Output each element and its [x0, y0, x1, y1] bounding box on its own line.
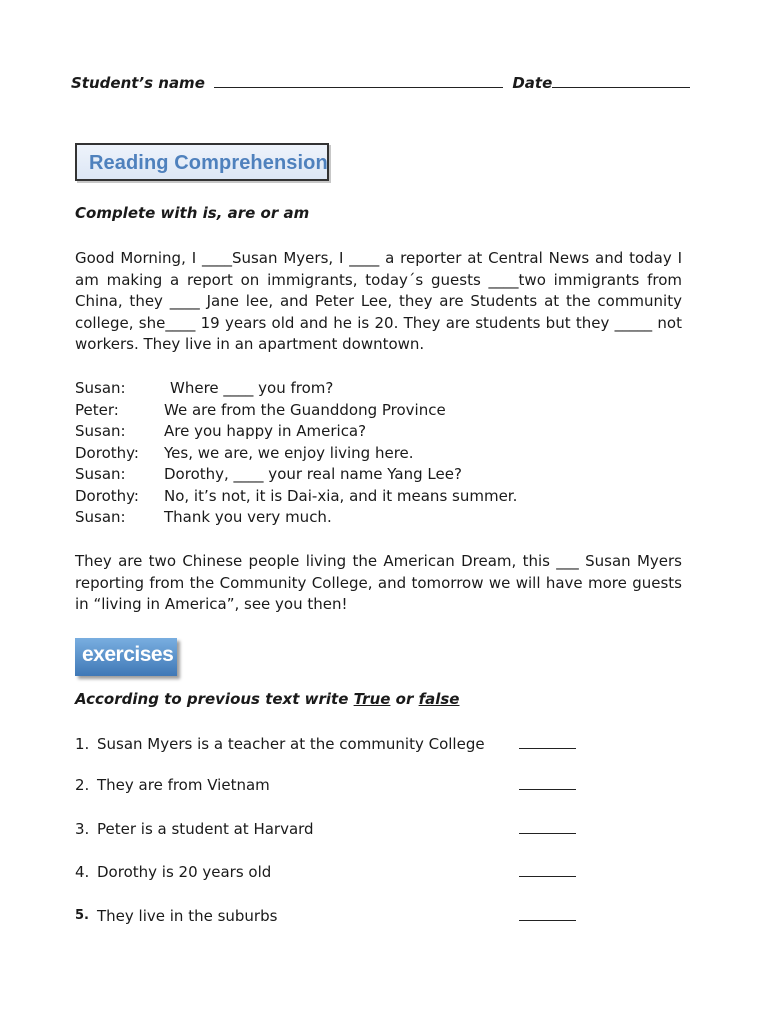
- or-word: or: [390, 690, 419, 708]
- answer-blank[interactable]: [519, 748, 576, 749]
- speaker-line: Yes, we are, we enjoy living here.: [164, 443, 414, 462]
- student-name-field[interactable]: [214, 73, 503, 88]
- question-text: Peter is a student at Harvard: [97, 820, 314, 838]
- question-number: 4.: [75, 863, 90, 881]
- question-item: [75, 905, 595, 927]
- dialogue-line: [75, 486, 695, 508]
- speaker-name: Peter:: [75, 400, 119, 419]
- speaker-line: Are you happy in America?: [164, 422, 367, 440]
- question-item: [75, 818, 595, 840]
- reading-paragraph-1: Good Morning, I ____Susan Myers, I ____ a reporter at Central News and today I am making a report on immigrants, today´s guests ____two immigrants from China, they ____ Jane lee, and Peter Lee, they are Students at the community college, she____ 19 years old and he is 20. They are students but they _____ not workers. They live in an apartment downtown.: [75, 249, 682, 354]
- tf-prefix: According to previous text write: [75, 690, 354, 708]
- speaker-name: Dorothy:: [75, 486, 139, 505]
- question-number: 2.: [75, 776, 90, 794]
- speaker-line: No, it’s not, it is Dai-xia, and it means summer.: [164, 486, 518, 505]
- instruction: Complete with is, are or am: [75, 204, 310, 222]
- exercises-label: exercises: [82, 643, 174, 666]
- question-number: 1.: [75, 735, 90, 753]
- speaker-name: Susan:: [75, 422, 126, 440]
- student-name-label: Student’s name: [71, 74, 205, 92]
- dialogue-line: [75, 378, 695, 400]
- dialogue-line: [75, 443, 695, 465]
- title-box: [75, 143, 329, 181]
- header-line: [71, 73, 691, 92]
- dialogue-line: [75, 421, 695, 443]
- question-number: 5.: [75, 908, 89, 923]
- answer-blank[interactable]: [519, 789, 576, 790]
- date-label: Date: [512, 74, 553, 92]
- date-field[interactable]: [552, 73, 690, 88]
- dialogue-line: [75, 400, 695, 422]
- exercises-badge: [75, 638, 177, 676]
- speaker-name: Susan:: [75, 379, 126, 397]
- question-text: Dorothy is 20 years old: [97, 863, 272, 881]
- question-text: They are from Vietnam: [97, 776, 270, 794]
- question-number: 3.: [75, 820, 90, 838]
- speaker-line: We are from the Guanddong Province: [164, 400, 446, 419]
- speaker-name: Susan:: [75, 508, 126, 526]
- question-item: [75, 733, 595, 755]
- true-word: True: [353, 690, 391, 708]
- reading-paragraph-2: They are two Chinese people living the American Dream, this ___ Susan Myers reporting from the Community College, and tomorrow we will have more guests in “living in America”, see you then!: [75, 552, 682, 614]
- page-title: Reading Comprehension: [89, 152, 328, 174]
- speaker-name: Dorothy:: [75, 443, 139, 462]
- speaker-line: Dorothy, ____ your real name Yang Lee?: [164, 465, 462, 483]
- true-false-instruction: [75, 690, 472, 708]
- question-text: They live in the suburbs: [97, 907, 278, 925]
- answer-blank[interactable]: [519, 833, 576, 834]
- false-word: false: [418, 690, 460, 708]
- dialogue-line: [75, 464, 695, 486]
- dialogue: [75, 378, 695, 529]
- speaker-name: Susan:: [75, 465, 126, 483]
- question-item: [75, 774, 595, 796]
- question-item: [75, 861, 595, 883]
- dialogue-line: [75, 507, 695, 529]
- answer-blank[interactable]: [519, 876, 576, 877]
- speaker-line: Where ____ you from?: [170, 379, 334, 397]
- question-text: Susan Myers is a teacher at the community College: [97, 735, 485, 753]
- answer-blank[interactable]: [519, 920, 576, 921]
- speaker-line: Thank you very much.: [164, 508, 332, 526]
